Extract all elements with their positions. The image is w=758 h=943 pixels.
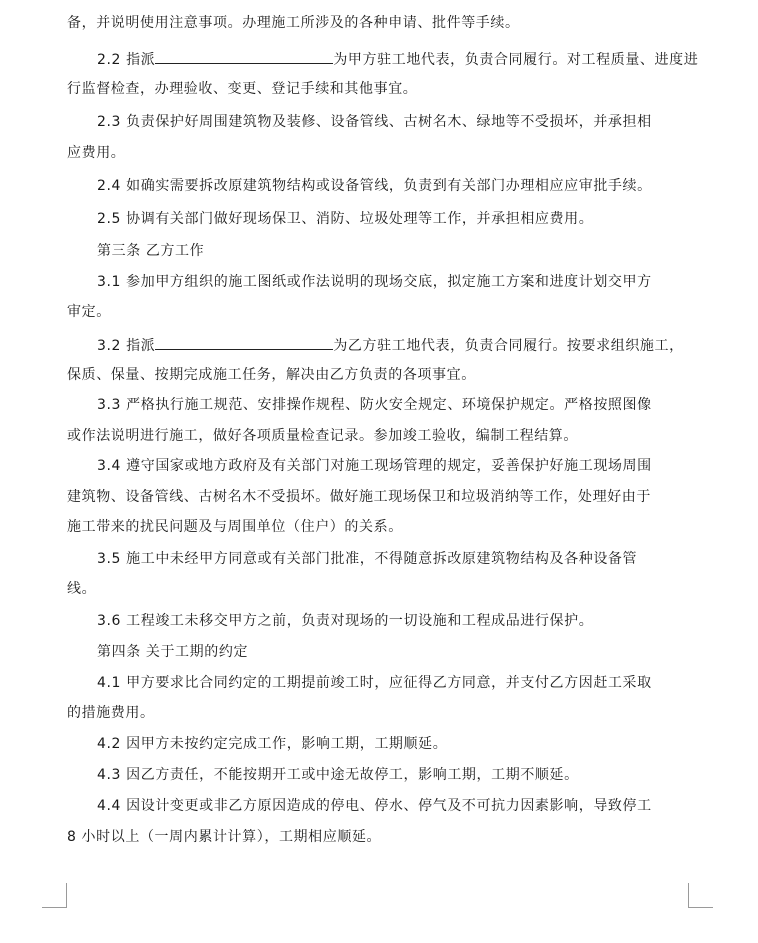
- text-line: 2.5 协调有关部门做好现场保卫、消防、垃圾处理等工作，并承担相应费用。: [97, 211, 594, 227]
- text-line: 8 小时以上（一周内累计计算），工期相应顺延。: [67, 829, 382, 845]
- clause-label: 2.2 指派: [97, 52, 156, 68]
- text-line: 线。: [67, 581, 97, 597]
- clause-label: 3.2 指派: [97, 338, 156, 354]
- text-line: 4.3 因乙方责任，不能按期开工或中途无故停工，影响工期，工期不顺延。: [97, 767, 579, 783]
- text-line: 或作法说明进行施工，做好各项质量检查记录。参加竣工验收，编制工程结算。: [67, 428, 578, 444]
- section-heading: 第三条 乙方工作: [97, 243, 205, 259]
- text-line: 3.4 遵守国家或地方政府及有关部门对施工现场管理的规定，妥善保护好施工现场周围: [97, 458, 652, 474]
- blank-underline: [155, 334, 333, 350]
- text-line: 的措施费用。: [67, 705, 155, 721]
- text-line: 建筑物、设备管线、古树名木不受损坏。做好施工现场保卫和垃圾消纳等工作，处理好由于: [67, 489, 651, 505]
- section-heading: 第四条 关于工期的约定: [97, 644, 249, 660]
- text-line: [97, 334, 695, 356]
- text-line: 应费用。: [67, 145, 126, 161]
- text-line: 审定。: [67, 304, 111, 320]
- text-line: 3.5 施工中未经甲方同意或有关部门批准，不得随意拆改原建筑物结构及各种设备管: [97, 551, 638, 567]
- text-line: 施工带来的扰民问题及与周围单位（住户）的关系。: [67, 519, 403, 535]
- blank-underline: [155, 48, 333, 64]
- text-line: 4.4 因设计变更或非乙方原因造成的停电、停水、停气及不可抗力因素影响，导致停工: [97, 798, 652, 814]
- margin-corner-mark: [42, 883, 67, 908]
- text-line: [97, 48, 699, 70]
- text-line: 2.4 如确实需要拆改原建筑物结构或设备管线，负责到有关部门办理相应应审批手续。: [97, 178, 652, 194]
- text-line: 2.3 负责保护好周围建筑物及装修、设备管线、古树名木、绿地等不受损坏，并承担相: [97, 114, 652, 130]
- text-line: 4.2 因甲方未按约定完成工作，影响工期，工期顺延。: [97, 736, 448, 752]
- margin-corner-mark: [688, 883, 713, 908]
- text-line: 3.3 严格执行施工规范、安排操作规程、防火安全规定、环境保护规定。严格按照图像: [97, 397, 652, 413]
- clause-text: 为甲方驻工地代表，负责合同履行。对工程质量、进度进: [333, 52, 699, 68]
- text-line: 保质、保量、按期完成施工任务，解决由乙方负责的各项事宜。: [67, 367, 476, 383]
- clause-text: 为乙方驻工地代表，负责合同履行。按要求组织施工，: [333, 338, 684, 354]
- text-line: 行监督检查，办理验收、变更、登记手续和其他事宜。: [67, 81, 418, 97]
- text-line: 4.1 甲方要求比合同约定的工期提前竣工时，应征得乙方同意，并支付乙方因赶工采取: [97, 675, 652, 691]
- text-line: 3.6 工程竣工未移交甲方之前，负责对现场的一切设施和工程成品进行保护。: [97, 613, 594, 629]
- text-line: 3.1 参加甲方组织的施工图纸或作法说明的现场交底，拟定施工方案和进度计划交甲方: [97, 274, 652, 290]
- text-line: 备，并说明使用注意事项。办理施工所涉及的各种申请、批件等手续。: [67, 15, 520, 31]
